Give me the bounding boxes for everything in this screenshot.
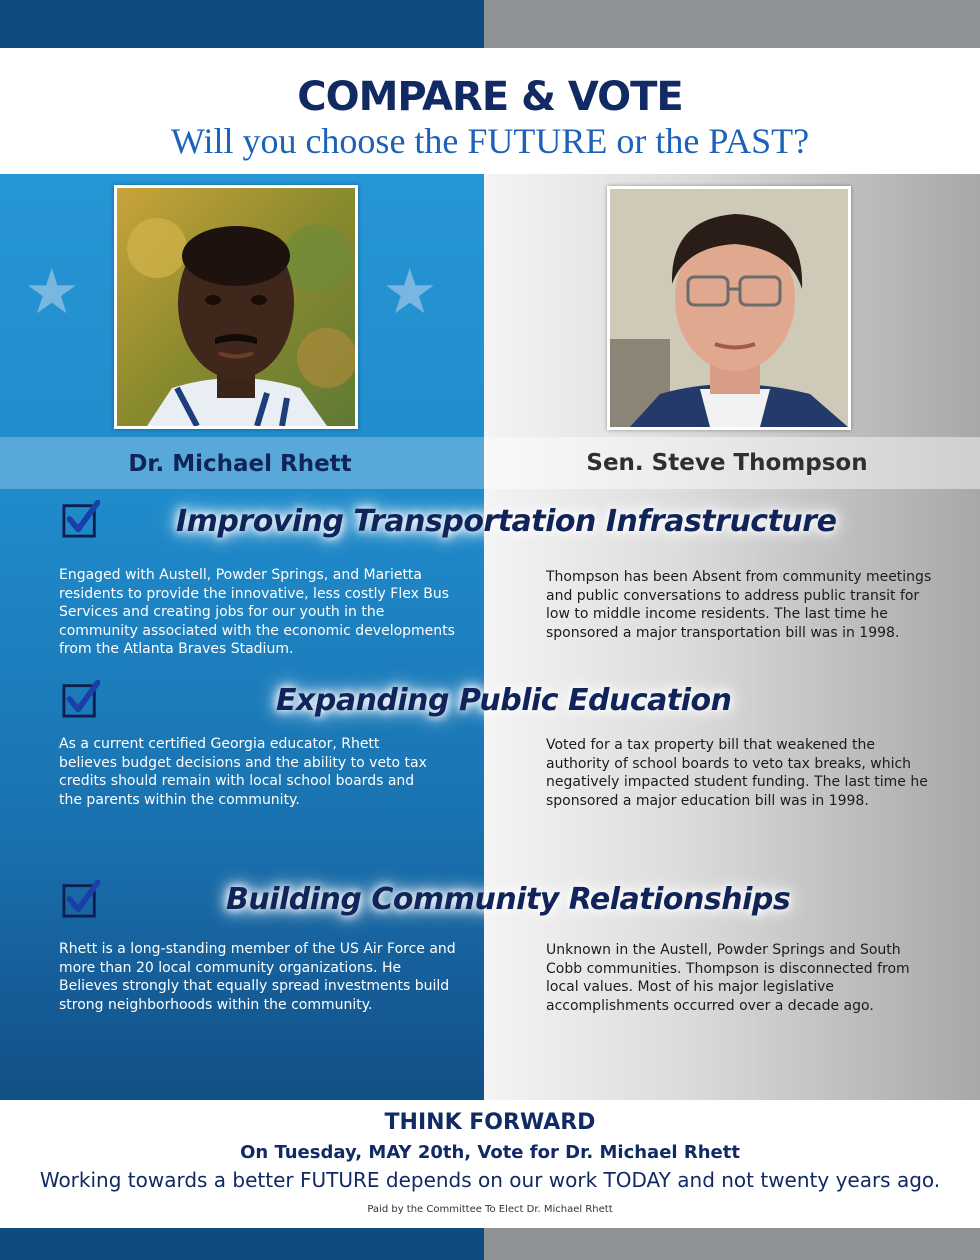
footer-paid-by: Paid by the Committee To Elect Dr. Michael Rhett bbox=[367, 1204, 613, 1215]
photo-michael-rhett bbox=[114, 185, 358, 429]
top-strip-gray bbox=[484, 0, 980, 48]
star-icon: ★ bbox=[24, 258, 80, 327]
section-transportation-rhett-text: Engaged with Austell, Powder Springs, and Marietta residents to provide the innovative, less costly Flex Bus Services and creating jobs for our youth in the community associated with the economic developments from the Atlanta Braves Stadium. bbox=[59, 567, 455, 657]
photo-steve-thompson bbox=[607, 186, 851, 430]
checkbox-checked-icon bbox=[62, 500, 100, 538]
bottom-strip-blue bbox=[0, 1228, 484, 1260]
page-title: COMPARE & VOTE bbox=[297, 74, 683, 120]
footer-tagline: Working towards a better FUTURE depends on our work TODAY and not twenty years ago. bbox=[39, 1168, 941, 1192]
star-icon: ★ bbox=[382, 258, 438, 327]
checkbox-checked-icon bbox=[62, 880, 100, 918]
portrait-photo-icon bbox=[610, 189, 848, 427]
section-education-thompson-text: Voted for a tax property bill that weakened the authority of school boards to veto tax breaks, which negatively impacted student funding. The last time he sponsored a major education bill was in 1998. bbox=[546, 737, 928, 809]
candidate-name-thompson: Sen. Steve Thompson bbox=[586, 450, 868, 476]
section-education-rhett-text: As a current certified Georgia educator, Rhett believes budget decisions and the ability to veto tax credits should remain with local school boards and the parents within the community. bbox=[59, 736, 427, 808]
page-subtitle: Will you choose the FUTURE or the PAST? bbox=[170, 121, 810, 161]
section-community-thompson-text: Unknown in the Austell, Powder Springs and South Cobb communities. Thompson is disconnected from local values. Most of his major legislative accomplishments occurred over a decade ago. bbox=[546, 942, 910, 1014]
portrait-photo-icon bbox=[117, 188, 355, 426]
section-community-rhett-text: Rhett is a long-standing member of the US Air Force and more than 20 local community organizations. He Believes strongly that equally spread investments build strong neighborhoods within the community. bbox=[59, 941, 456, 1013]
section-title-community: Building Community Relationships bbox=[226, 882, 791, 917]
candidate-name-rhett: Dr. Michael Rhett bbox=[128, 451, 352, 477]
section-title-education: Expanding Public Education bbox=[276, 683, 732, 718]
top-strip-blue bbox=[0, 0, 484, 48]
checkbox-checked-icon bbox=[62, 680, 100, 718]
section-title-transportation: Improving Transportation Infrastructure bbox=[176, 504, 837, 539]
footer-vote-line: On Tuesday, MAY 20th, Vote for Dr. Michael Rhett bbox=[240, 1142, 740, 1163]
footer-headline: THINK FORWARD bbox=[384, 1110, 596, 1135]
header bbox=[0, 48, 980, 174]
section-transportation-thompson-text: Thompson has been Absent from community meetings and public conversations to address public transit for low to middle income residents. The last time he sponsored a major transportation bill was in 1998. bbox=[546, 569, 932, 641]
footer bbox=[0, 1100, 980, 1228]
bottom-strip-gray bbox=[484, 1228, 980, 1260]
